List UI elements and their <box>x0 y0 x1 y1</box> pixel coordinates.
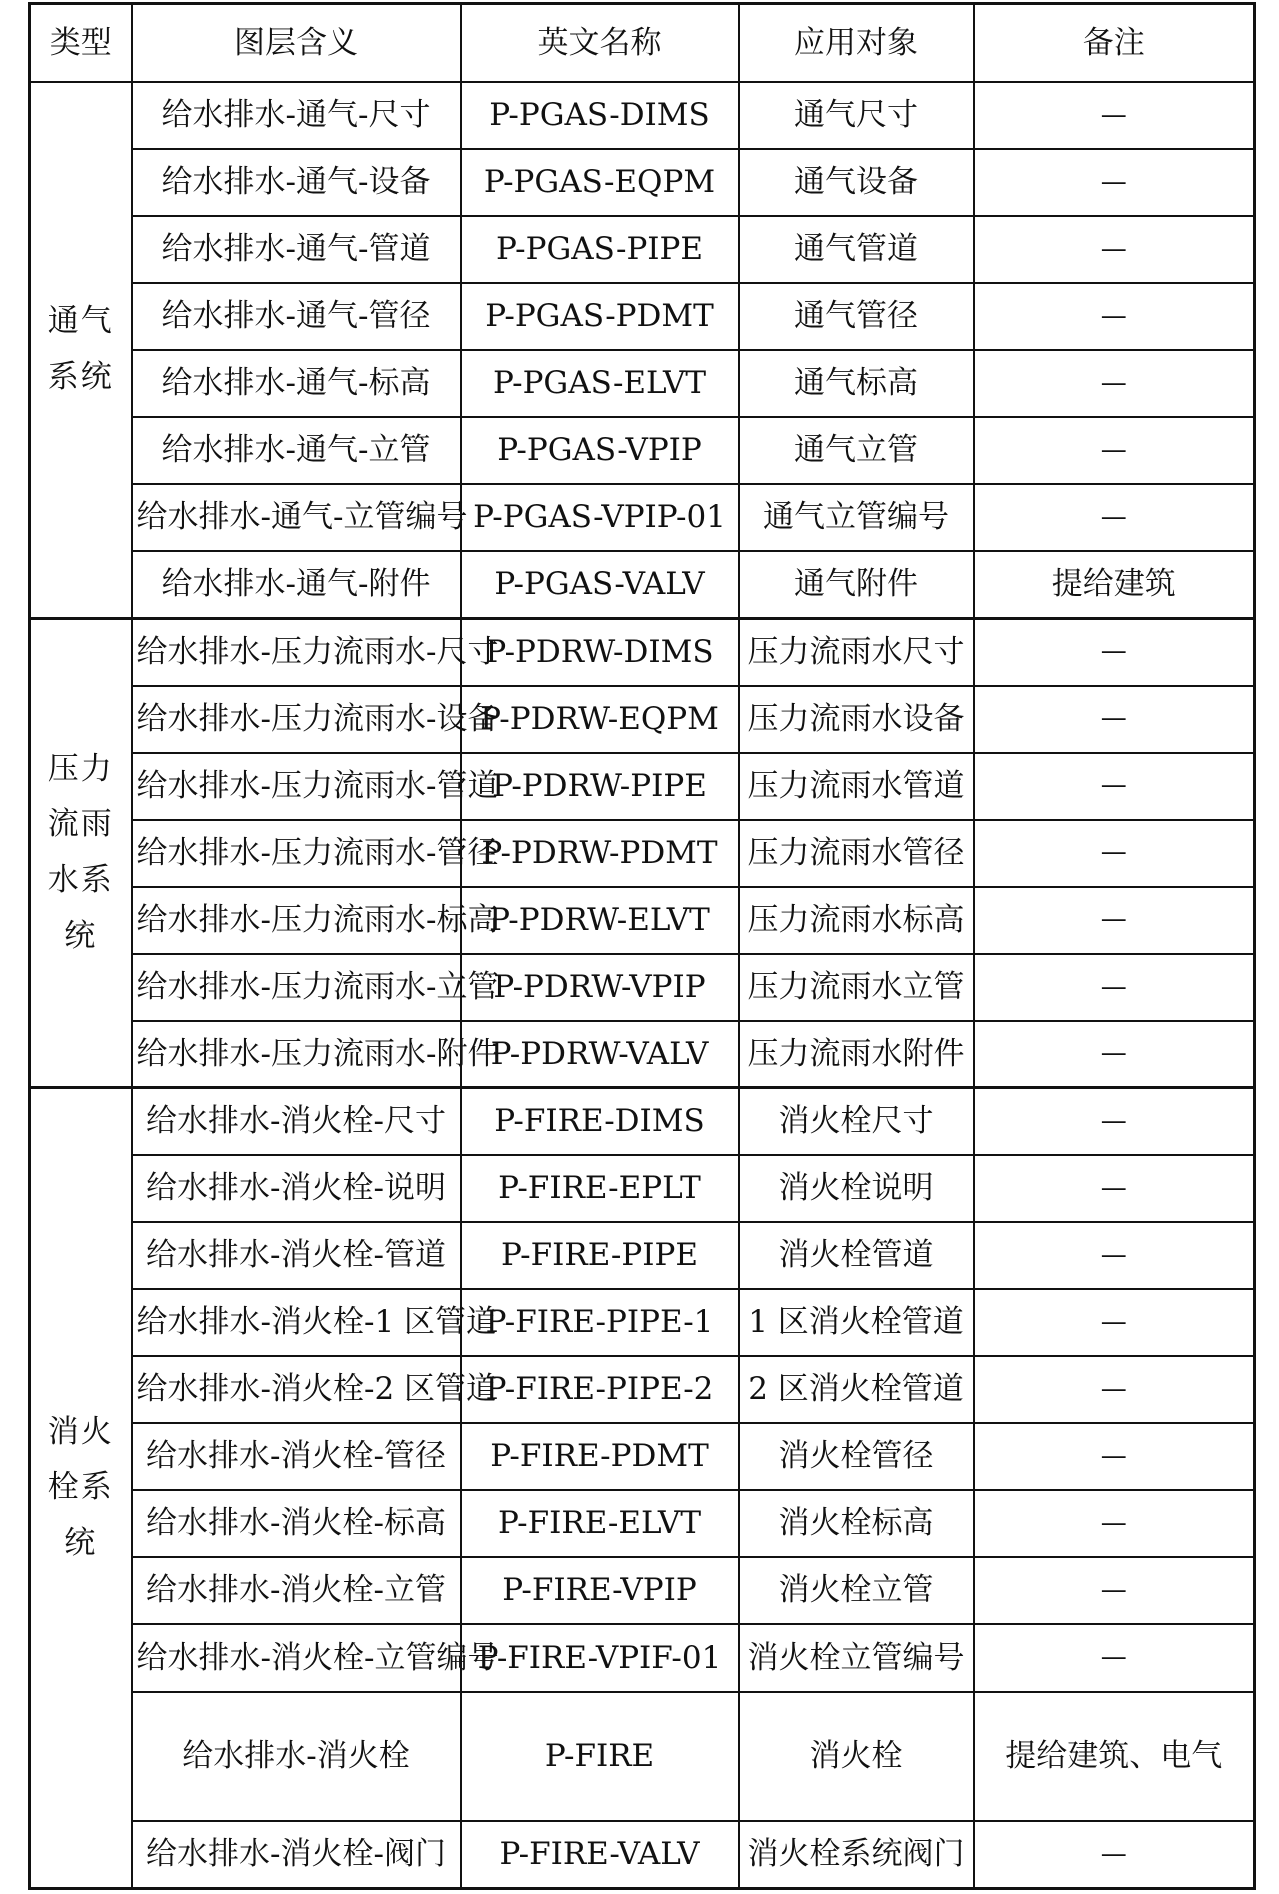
type-cell: 通气系统 <box>30 82 132 619</box>
table-row <box>30 216 1255 283</box>
table-body <box>30 82 1255 1889</box>
english-cell: P-FIRE-ELVT <box>461 1490 739 1557</box>
note-cell: — <box>974 686 1255 753</box>
object-cell: 1 区消火栓管道 <box>739 1289 974 1356</box>
english-cell: P-PDRW-VALV <box>461 1021 739 1088</box>
english-cell: P-PGAS-ELVT <box>461 350 739 417</box>
table-row <box>30 1692 1255 1822</box>
english-cell: P-FIRE-VALV <box>461 1821 739 1888</box>
english-cell: P-PGAS-PDMT <box>461 283 739 350</box>
object-cell: 通气设备 <box>739 149 974 216</box>
object-cell: 消火栓 <box>739 1692 974 1822</box>
meaning-cell: 给水排水-消火栓-管径 <box>132 1423 461 1490</box>
table-row <box>30 1490 1255 1557</box>
meaning-cell: 给水排水-消火栓-立管 <box>132 1557 461 1624</box>
english-cell: P-FIRE <box>461 1692 739 1822</box>
table-row <box>30 82 1255 149</box>
meaning-cell: 给水排水-消火栓-立管编号 <box>132 1624 461 1691</box>
table-row <box>30 1088 1255 1155</box>
note-cell: — <box>974 149 1255 216</box>
object-cell: 压力流雨水管径 <box>739 820 974 887</box>
meaning-cell: 给水排水-通气-附件 <box>132 551 461 618</box>
note-cell: — <box>974 1088 1255 1155</box>
object-cell: 压力流雨水设备 <box>739 686 974 753</box>
object-cell: 压力流雨水尺寸 <box>739 619 974 686</box>
object-cell: 消火栓立管编号 <box>739 1624 974 1691</box>
object-cell: 通气尺寸 <box>739 82 974 149</box>
table-row <box>30 484 1255 551</box>
table-row <box>30 1222 1255 1289</box>
english-cell: P-PGAS-VPIP-01 <box>461 484 739 551</box>
english-cell: P-PGAS-EQPM <box>461 149 739 216</box>
note-cell: — <box>974 283 1255 350</box>
meaning-cell: 给水排水-消火栓 <box>132 1692 461 1822</box>
meaning-cell: 给水排水-压力流雨水-标高 <box>132 887 461 954</box>
english-cell: P-PDRW-EQPM <box>461 686 739 753</box>
english-cell: P-FIRE-PIPE <box>461 1222 739 1289</box>
object-cell: 压力流雨水附件 <box>739 1021 974 1088</box>
layer-table-document <box>28 2 1253 1890</box>
note-cell: — <box>974 1021 1255 1088</box>
meaning-cell: 给水排水-消火栓-1 区管道 <box>132 1289 461 1356</box>
table-row <box>30 417 1255 484</box>
english-cell: P-PGAS-VALV <box>461 551 739 618</box>
note-cell: — <box>974 954 1255 1021</box>
object-cell: 通气标高 <box>739 350 974 417</box>
object-cell: 2 区消火栓管道 <box>739 1356 974 1423</box>
table-row <box>30 887 1255 954</box>
note-cell: — <box>974 1821 1255 1888</box>
table-row <box>30 820 1255 887</box>
meaning-cell: 给水排水-压力流雨水-尺寸 <box>132 619 461 686</box>
english-cell: P-PGAS-DIMS <box>461 82 739 149</box>
table-row <box>30 1289 1255 1356</box>
type-cell: 消火栓系统 <box>30 1088 132 1889</box>
table-row <box>30 1624 1255 1691</box>
object-cell: 消火栓管径 <box>739 1423 974 1490</box>
meaning-cell: 给水排水-消火栓-2 区管道 <box>132 1356 461 1423</box>
english-cell: P-FIRE-EPLT <box>461 1155 739 1222</box>
object-cell: 通气管径 <box>739 283 974 350</box>
english-cell: P-PDRW-VPIP <box>461 954 739 1021</box>
object-cell: 消火栓管道 <box>739 1222 974 1289</box>
table-row <box>30 1821 1255 1888</box>
table-row <box>30 753 1255 820</box>
table-row <box>30 686 1255 753</box>
table-row <box>30 619 1255 686</box>
object-cell: 通气立管编号 <box>739 484 974 551</box>
note-cell: — <box>974 417 1255 484</box>
object-cell: 通气立管 <box>739 417 974 484</box>
type-cell: 压力流雨水系统 <box>30 619 132 1088</box>
table-row <box>30 283 1255 350</box>
english-cell: P-PDRW-PIPE <box>461 753 739 820</box>
table-row <box>30 551 1255 618</box>
note-cell: — <box>974 350 1255 417</box>
object-cell: 压力流雨水标高 <box>739 887 974 954</box>
object-cell: 消火栓尺寸 <box>739 1088 974 1155</box>
note-cell: — <box>974 887 1255 954</box>
object-cell: 消火栓系统阀门 <box>739 1821 974 1888</box>
meaning-cell: 给水排水-消火栓-标高 <box>132 1490 461 1557</box>
meaning-cell: 给水排水-压力流雨水-附件 <box>132 1021 461 1088</box>
layer-table <box>28 2 1256 1890</box>
object-cell: 通气附件 <box>739 551 974 618</box>
english-cell: P-FIRE-PIPE-1 <box>461 1289 739 1356</box>
note-cell: — <box>974 1423 1255 1490</box>
table-row <box>30 1423 1255 1490</box>
note-cell: — <box>974 619 1255 686</box>
note-cell: — <box>974 82 1255 149</box>
table-row <box>30 1356 1255 1423</box>
english-cell: P-FIRE-DIMS <box>461 1088 739 1155</box>
header-english: 英文名称 <box>461 4 739 83</box>
note-cell: — <box>974 1155 1255 1222</box>
note-cell: — <box>974 216 1255 283</box>
object-cell: 压力流雨水管道 <box>739 753 974 820</box>
meaning-cell: 给水排水-通气-标高 <box>132 350 461 417</box>
meaning-cell: 给水排水-通气-管径 <box>132 283 461 350</box>
note-cell: — <box>974 1490 1255 1557</box>
note-cell: — <box>974 1222 1255 1289</box>
meaning-cell: 给水排水-消火栓-阀门 <box>132 1821 461 1888</box>
english-cell: P-FIRE-VPIP <box>461 1557 739 1624</box>
english-cell: P-FIRE-PIPE-2 <box>461 1356 739 1423</box>
table-row <box>30 1557 1255 1624</box>
meaning-cell: 给水排水-通气-尺寸 <box>132 82 461 149</box>
header-row <box>30 4 1255 83</box>
object-cell: 消火栓说明 <box>739 1155 974 1222</box>
english-cell: P-FIRE-VPIF-01 <box>461 1624 739 1691</box>
table-row <box>30 954 1255 1021</box>
english-cell: P-PGAS-PIPE <box>461 216 739 283</box>
note-cell: — <box>974 484 1255 551</box>
english-cell: P-PDRW-DIMS <box>461 619 739 686</box>
note-cell: — <box>974 1289 1255 1356</box>
note-cell: — <box>974 820 1255 887</box>
object-cell: 压力流雨水立管 <box>739 954 974 1021</box>
header-meaning: 图层含义 <box>132 4 461 83</box>
english-cell: P-PGAS-VPIP <box>461 417 739 484</box>
header-object: 应用对象 <box>739 4 974 83</box>
table-row <box>30 149 1255 216</box>
note-cell: — <box>974 753 1255 820</box>
english-cell: P-FIRE-PDMT <box>461 1423 739 1490</box>
meaning-cell: 给水排水-消火栓-说明 <box>132 1155 461 1222</box>
meaning-cell: 给水排水-消火栓-尺寸 <box>132 1088 461 1155</box>
table-row <box>30 1155 1255 1222</box>
note-cell: 提给建筑、电气 <box>974 1692 1255 1822</box>
object-cell: 消火栓立管 <box>739 1557 974 1624</box>
note-cell: — <box>974 1624 1255 1691</box>
table-row <box>30 1021 1255 1088</box>
english-cell: P-PDRW-ELVT <box>461 887 739 954</box>
meaning-cell: 给水排水-消火栓-管道 <box>132 1222 461 1289</box>
meaning-cell: 给水排水-压力流雨水-管道 <box>132 753 461 820</box>
meaning-cell: 给水排水-压力流雨水-立管 <box>132 954 461 1021</box>
note-cell: — <box>974 1557 1255 1624</box>
meaning-cell: 给水排水-通气-设备 <box>132 149 461 216</box>
object-cell: 通气管道 <box>739 216 974 283</box>
meaning-cell: 给水排水-通气-管道 <box>132 216 461 283</box>
note-cell: — <box>974 1356 1255 1423</box>
meaning-cell: 给水排水-压力流雨水-管径 <box>132 820 461 887</box>
object-cell: 消火栓标高 <box>739 1490 974 1557</box>
meaning-cell: 给水排水-通气-立管编号 <box>132 484 461 551</box>
english-cell: P-PDRW-PDMT <box>461 820 739 887</box>
meaning-cell: 给水排水-通气-立管 <box>132 417 461 484</box>
header-note: 备注 <box>974 4 1255 83</box>
table-row <box>30 350 1255 417</box>
note-cell: 提给建筑 <box>974 551 1255 618</box>
meaning-cell: 给水排水-压力流雨水-设备 <box>132 686 461 753</box>
header-type: 类型 <box>30 4 132 83</box>
